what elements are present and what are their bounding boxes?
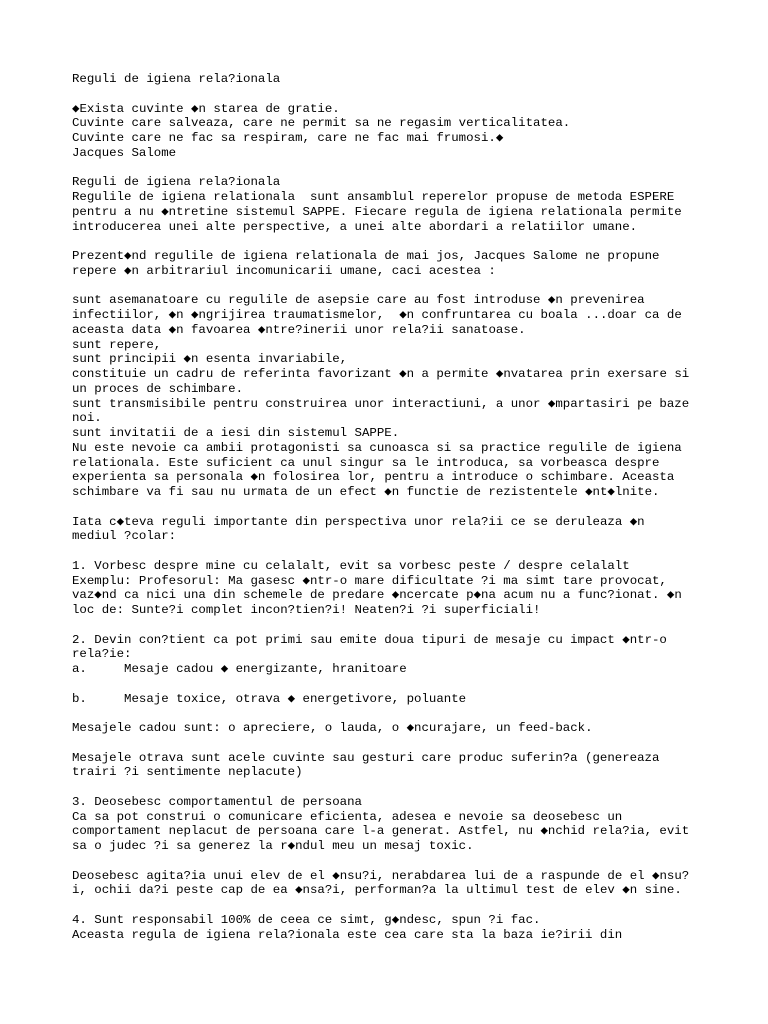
text-line: aceasta data ◆n favoarea ◆ntre?inerii unor rela?ii sanatoase.: [72, 322, 526, 337]
blank-line: [72, 736, 712, 751]
text-line: 4. Sunt responsabil 100% de ceea ce simt, g◆ndesc, spun ?i fac.: [72, 912, 541, 927]
text-line: Jacques Salome: [72, 145, 177, 160]
text-line: comportament neplacut de persoana care l-a generat. Astfel, nu ◆nchid rela?ia, evit: [72, 824, 690, 839]
text-line: infectiilor, ◆n ◆ngrijirea traumatismelor, ◆n confruntarea cu boala ...doar ca de: [72, 308, 682, 322]
text-line: vaz◆nd ca nici una din schemele de predare ◆ncercate p◆na acum nu a func?ionat. ◆n: [72, 588, 682, 603]
text-line: experienta sa personala ◆n folosirea lor, pentru a introduce o schimbare. Aceasta: [72, 470, 675, 485]
text-line: trairi ?i sentimente neplacute): [72, 765, 303, 780]
blank-line: [72, 780, 712, 795]
text-line: Mesajele cadou sunt: o apreciere, o lauda, o ◆ncurajare, un feed-back.: [72, 721, 593, 735]
text-line: schimbare va fi sau nu urmata de un efect ◆n functie de rezistentele ◆nt◆lnite.: [72, 485, 660, 499]
text-line: 2. Devin con?tient ca pot primi sau emite doua tipuri de mesaje cu impact ◆ntr-o: [72, 632, 667, 647]
text-line: sunt asemanatoare cu regulile de asepsie care au fost introduse ◆n prevenirea: [72, 293, 645, 308]
text-line: mediul ?colar:: [72, 529, 177, 544]
text-line: sunt transmisibile pentru construirea unor interactiuni, a unor ◆mpartasiri pe baze: [72, 396, 690, 411]
text-line: Ca sa pot construi o comunicare eficienta, adesea e nevoie sa deosebesc un: [72, 809, 623, 824]
text-line: rela?ie:: [72, 647, 132, 662]
text-line: repere ◆n arbitrariul incomunicarii umane, caci acestea :: [72, 263, 496, 278]
text-line: Mesajele otrava sunt acele cuvinte sau gesturi care produc suferin?a (genereaza: [72, 750, 660, 765]
text-line: un proces de schimbare.: [72, 381, 244, 396]
text-line: Iata c◆teva reguli importante din perspectiva unor rela?ii ce se deruleaza ◆n: [72, 514, 645, 529]
blank-line: [72, 161, 712, 176]
text-line: Cuvinte care ne fac sa respiram, care ne fac mai frumosi.◆: [72, 131, 504, 145]
text-line: Exemplu: Profesorul: Ma gasesc ◆ntr-o mare dificultate ?i ma simt tare provocat,: [72, 573, 667, 588]
text-line: sunt invitatii de a iesi din sistemul SAPPE.: [72, 426, 400, 440]
blank-line: [72, 618, 712, 633]
text-line: relationala. Este suficient ca unul singur sa le introduca, sa vorbeasca despre: [72, 455, 660, 470]
blank-line: [72, 706, 712, 721]
blank-line: [72, 898, 712, 913]
text-line: loc de: Sunte?i complet incon?tien?i! Neaten?i ?i superficiali!: [72, 603, 541, 617]
text-line: sunt repere,: [72, 337, 162, 352]
text-line: constituie un cadru de referinta favorizant ◆n a permite ◆nvatarea prin exersare si: [72, 367, 690, 381]
text-line: Prezent◆nd regulile de igiena relationala de mai jos, Jacques Salome ne propune: [72, 249, 660, 263]
text-line: pentru a nu ◆ntretine sistemul SAPPE. Fiecare regula de igiena relationala permite: [72, 204, 682, 219]
text-line: Deosebesc agita?ia unui elev de el ◆nsu?i, nerabdarea lui de a raspunde de el ◆nsu?: [72, 868, 690, 883]
text-line: noi.: [72, 411, 102, 426]
text-line: sa o judec ?i sa generez la r◆ndul meu un mesaj toxic.: [72, 839, 474, 853]
blank-line: [72, 677, 712, 692]
text-line: Reguli de igiena rela?ionala: [72, 175, 281, 190]
text-line: introducerea unei alte perspective, a unei alte abordari a relatiilor umane.: [72, 219, 638, 234]
blank-line: [72, 544, 712, 559]
text-line: Nu este nevoie ca ambii protagonisti sa cunoasca si sa practice regulile de igiena: [72, 440, 682, 455]
text-line: Reguli de igiena rela?ionala: [72, 72, 281, 86]
text-line: Aceasta regula de igiena rela?ionala este cea care sta la baza ie?irii din: [72, 927, 623, 942]
text-line: a. Mesaje cadou ◆ energizante, hranitoare: [72, 662, 407, 676]
text-line: ◆Exista cuvinte ◆n starea de gratie.: [72, 101, 340, 116]
text-line: b. Mesaje toxice, otrava ◆ energetivore, poluante: [72, 691, 467, 706]
text-line: Cuvinte care salveaza, care ne permit sa ne regasim verticalitatea.: [72, 116, 571, 131]
text-line: i, ochii da?i peste cap de ea ◆nsa?i, performan?a la ultimul test de elev ◆n sine.: [72, 883, 682, 898]
blank-line: [72, 500, 712, 515]
text-line: 1. Vorbesc despre mine cu celalalt, evit sa vorbesc peste / despre celalalt: [72, 558, 630, 573]
text-line: Regulile de igiena relationala sunt ansamblul reperelor propuse de metoda ESPERE: [72, 190, 675, 204]
blank-line: [72, 279, 712, 294]
text-line: sunt principii ◆n esenta invariabile,: [72, 352, 348, 367]
blank-line: [72, 87, 712, 102]
blank-line: [72, 234, 712, 249]
text-line: 3. Deosebesc comportamentul de persoana: [72, 794, 362, 809]
document-page: [72, 72, 712, 942]
blank-line: [72, 854, 712, 869]
